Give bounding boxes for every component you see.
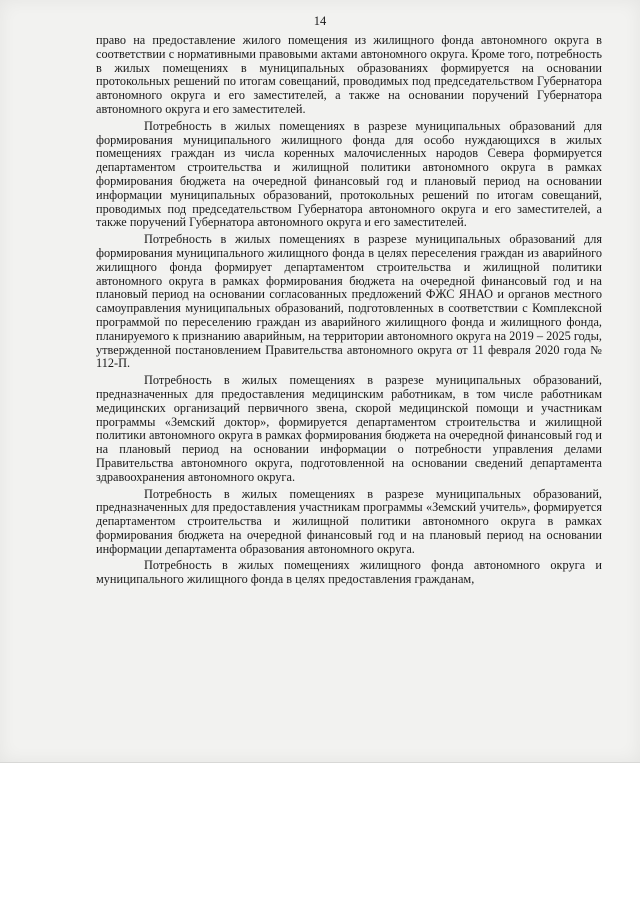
paragraph-rural-teacher: Потребность в жилых помещениях в разрезе муниципальных образований, предназначенных для предоставления участникам программы «Земский учитель», формируется департаментом строительства и жилищной политики автономного округа в рамках формирования бюджета на очередной финансовый год и на плановый период на основании информации департамента образования автономного округа. (96, 486, 602, 556)
paragraph-resettlement: Потребность в жилых помещениях в разрезе муниципальных образований для формирования муниципального жилищного фонда в целях переселения граждан из аварийного жилищного фонда формирует департаментом строительства и жилищной политики автономного округа в рамках формирования бюджета на очередной финансовый год и на плановый период на основании согласованных предложений ФЖС ЯНАО и органов местного самоуправления муниципальных образований, подготовленных в соответствии с Комплексной программой по переселению граждан из аварийного жилищного фонда и жилищного фонда, планируемого к признанию аварийным, на территории автономного округа на 2019 – 2025 годы, утвержденной постановлением Правительства автономного округа от 11 февраля 2020 года № 112-П. (96, 232, 602, 371)
paragraph-indigenous-peoples: Потребность в жилых помещениях в разрезе муниципальных образований для формирования муниципального жилищного фонда для особо нуждающихся в жилых помещениях граждан из числа коренных малочисленных народов Севера формируется департаментом строительства и жилищной политики автономного округа в рамках формирования бюджета на очередной финансовый год и плановый период на основании информации муниципальных образований, протокольных решений по итогам совещаний, проводимых под председательством Губернатора автономного округа и его заместителей, а также поручений Губернатора автономного округа и его заместителей. (96, 118, 602, 230)
paragraph-medical-workers: Потребность в жилых помещениях в разрезе муниципальных образований, предназначенных для предоставления медицинским работникам, в том числе работникам медицинских организаций первичного звена, скорой медицинской помощи и участникам программы «Земский доктор», формируется департаментом строительства и жилищной политики автономного округа в рамках формирования бюджета на очередной финансовый год и на плановый период на основании информации о потребности управления делами Правительства автономного округа, подготовленной на основании сведений департамента здравоохранения автономного округа. (96, 373, 602, 484)
paragraph-continuation: право на предоставление жилого помещения из жилищного фонда автономного округа в соответствии с нормативными правовыми актами автономного округа. Кроме того, потребность в жилых помещениях в муниципальных образованиях формируется на основании протокольных решений по итогам совещаний, проводимых под председательством Губернатора автономного округа и его заместителей, а также на основании поручений Губернатора автономного округа и его заместителей. (96, 33, 602, 116)
paragraph-housing-fund: Потребность в жилых помещениях жилищного фонда автономного округа и муниципального жилищного фонда в целях предоставления гражданам, (96, 558, 602, 587)
document-body (96, 34, 602, 587)
page-number: 14 (313, 14, 327, 28)
